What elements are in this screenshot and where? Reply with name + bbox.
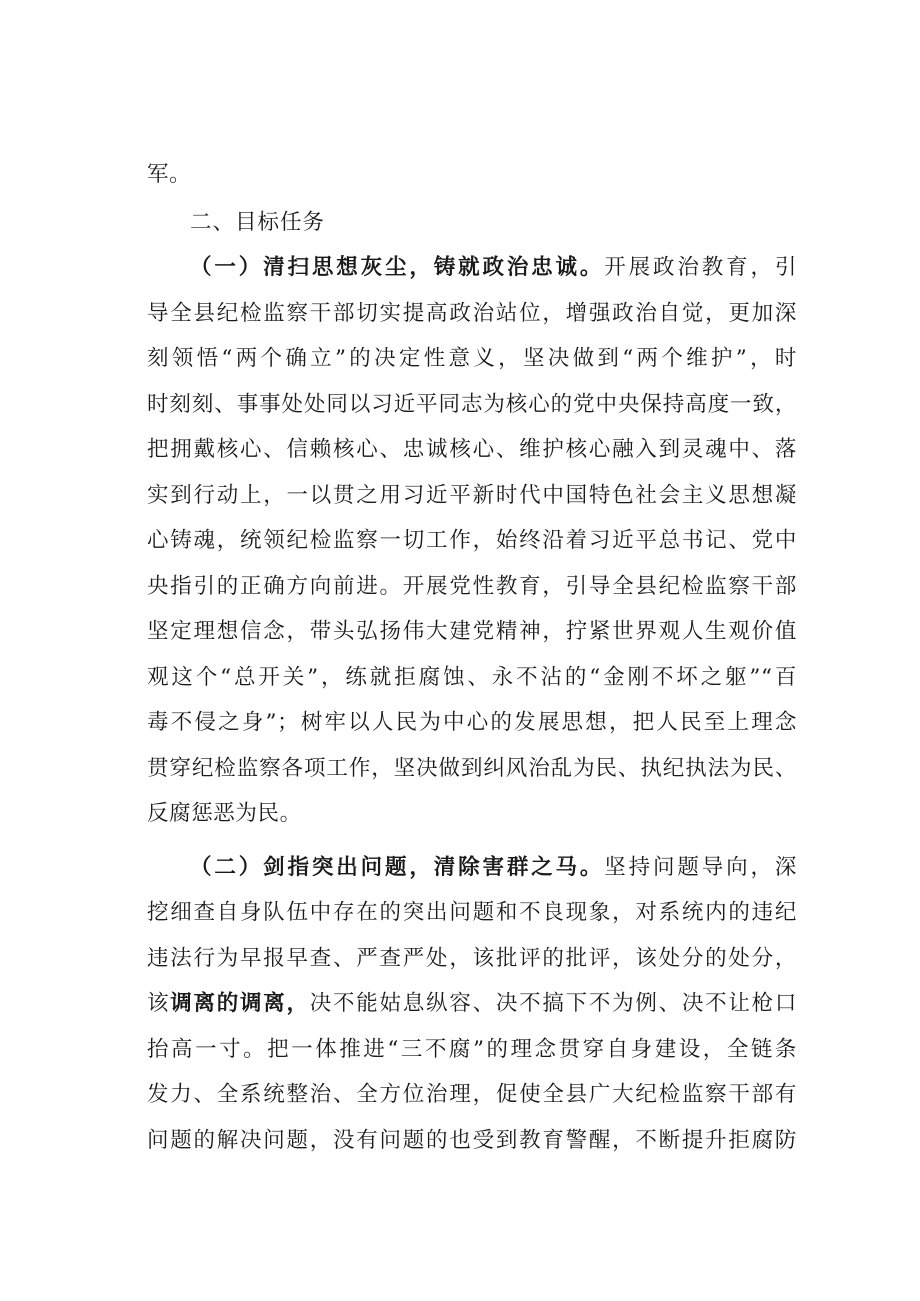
paragraph-1-line-13: 反腐惩恶为民。 bbox=[147, 801, 302, 826]
carryover-text: 军。 bbox=[147, 162, 192, 187]
paragraph-2-line-4 bbox=[147, 981, 797, 1027]
paragraph-1-line-2: 导全县纪检监察干部切实提高政治站位，增强政治自觉，更加深 bbox=[147, 300, 797, 326]
paragraph-1-line-4: 时刻刻、事事处处同以习近平同志为核心的党中央保持高度一致， bbox=[147, 391, 797, 417]
paragraph-1-line-1 bbox=[147, 245, 797, 291]
paragraph-2 bbox=[147, 845, 797, 1164]
paragraph-1-line-9: 坚定理想信念，带头弘扬伟大建党精神，拧紧世界观人生观价值 bbox=[147, 619, 797, 644]
paragraph-1-line-5: 把拥戴核心、信赖核心、忠诚核心、维护核心融入到灵魂中、落 bbox=[147, 437, 797, 462]
paragraph-2-line-6: 发力、全系统整治、全方位治理，促使全县广大纪检监察干部有 bbox=[147, 1082, 797, 1107]
paragraph-2-title: （二）剑指突出问题，清除害群之马。 bbox=[190, 854, 605, 880]
paragraph-1-line-10: 观这个“总开关”，练就拒腐蚀、永不沾的“金刚不坏之躯”“百 bbox=[147, 664, 797, 690]
paragraph-1-line-12: 贯穿纪检监察各项工作，坚决做到纠风治乱为民、执纪执法为民、 bbox=[147, 755, 797, 781]
paragraph-gap bbox=[147, 837, 797, 845]
paragraph-2-line-3: 违法行为早报早查、严查严处，该批评的批评，该处分的处分， bbox=[147, 945, 797, 971]
paragraph-1-line-7: 心铸魂，统领纪检监察一切工作，始终沿着习近平总书记、党中 bbox=[147, 528, 797, 553]
paragraph-2-line-5: 抬高一寸。把一体推进“三不腐”的理念贯穿自身建设，全链条 bbox=[147, 1036, 797, 1062]
section-heading: 二、目标任务 bbox=[190, 209, 326, 235]
paragraph-1-title: （一）清扫思想灰尘，铸就政治忠诚。 bbox=[190, 255, 605, 280]
paragraph-1-line-1-text: 开展政治教育，引 bbox=[604, 255, 797, 280]
paragraph-2-line-4-lead: 该 bbox=[147, 991, 171, 1016]
paragraph-1 bbox=[147, 245, 797, 837]
paragraph-2-line-4-rest: 决不能姑息纵容、决不搞下不为例、决不让枪口 bbox=[309, 991, 797, 1016]
paragraph-1-line-8: 央指引的正确方向前进。开展党性教育，引导全县纪检监察干部 bbox=[147, 573, 797, 599]
paragraph-1-line-11: 毒不侵之身”；树牢以人民为中心的发展思想，把人民至上理念 bbox=[147, 710, 797, 735]
carryover-line bbox=[147, 152, 797, 198]
paragraph-1-line-6: 实到行动上，一以贯之用习近平新时代中国特色社会主义思想凝 bbox=[147, 482, 797, 508]
paragraph-2-line-2: 挖细查自身队伍中存在的突出问题和不良现象，对系统内的违纪 bbox=[147, 900, 797, 925]
paragraph-2-bold-phrase: 调离的调离， bbox=[170, 991, 310, 1016]
document-body bbox=[147, 152, 797, 1163]
paragraph-1-line-3: 刻领悟“两个确立”的决定性意义，坚决做到“两个维护”，时 bbox=[147, 346, 797, 371]
paragraph-2-line-7: 问题的解决问题，没有问题的也受到教育警醒，不断提升拒腐防 bbox=[147, 1127, 797, 1153]
paragraph-2-line-1-text: 坚持问题导向，深 bbox=[604, 854, 797, 880]
paragraph-2-line-1 bbox=[147, 845, 797, 891]
